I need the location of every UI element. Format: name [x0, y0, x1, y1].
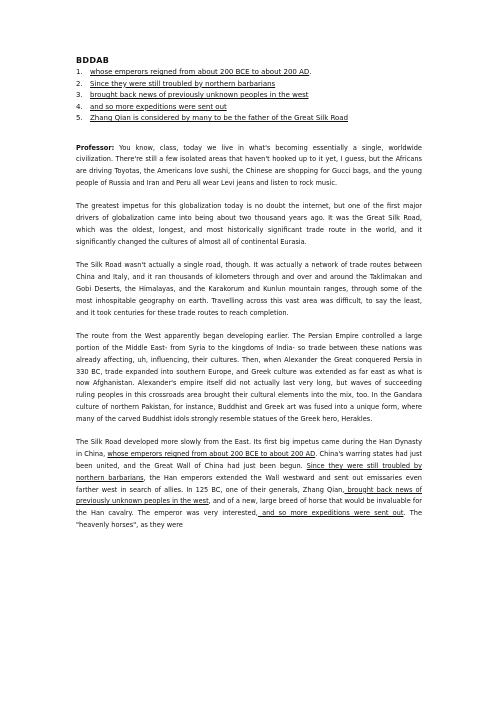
paragraph-west-route: The route from the West apparently began developing earlier. The Persian Empire controlled a large portion of the Middle East- from Syria to the kingdoms of India- so trade between these nations was already affecting, uh, influencing, their cultures. Then, when Alexander the Great conquered Persia in 330 BC, trade expanded into southern Europe, and Greek culture was extended as far east as what is now Afghanistan. Alexander's empire itself did not actually last very long, but waves of succeeding ruling peoples in this crossroads area brought their cultural elements into the mix, too. In the Gandara culture of northern Pakistan, for instance, Buddhist and Greek art was fused into a unique form, where many of the carved Buddhist idols strongly resemble statues of the Greek hero, Herakles.: [76, 332, 422, 423]
paragraph-text: . China's warring states had just been united, and the Great Wall of China had just been begun.: [76, 450, 422, 471]
underlined-answer: whose emperors reigned from about 200 BCE to about 200 AD: [107, 450, 316, 459]
paragraph-text: You know, class, today we live in what's becoming essentially a single, worldwide civilization. There're still a few isolated areas that haven't hooked up to it yet, I guess, but the Africans are driving Toyotas, the Americans love sushi, the Chinese are shopping for Gucci bags, and the young people of Russia and Iran and Peru all wear Levi jeans and listen to rock music.: [76, 143, 422, 187]
paragraph-text: , the Han emperors extended the Wall westward and sent out emissaries even farther west in search of allies. In 125 BC, one of their generals, Zhang Qian,: [76, 473, 422, 494]
answer-text: brought back news of previously unknown peoples in the west: [90, 91, 309, 99]
answer-key-heading: BDDAB: [76, 56, 110, 65]
answer-item: [76, 79, 422, 91]
answer-text: whose emperors reigned from about 200 BCE to about 200 AD: [90, 68, 310, 76]
answer-item: [76, 67, 422, 79]
paragraph-network: The Silk Road wasn't actually a single road, though. It was actually a network of trade routes between China and Italy, and it ran thousands of kilometers through and over and around the Taklimakan and Gobi Deserts, the Himalayas, and the Karakorum and Kunlun mountain ranges, through some of the most inhospitable geography on earth. Travelling across this vast area was difficult, to say the least, and it took centuries for these trade routes to reach completion.: [76, 261, 422, 317]
paragraph-text: , and of a new, large breed of horse that would be invaluable for the Han cavalry. The emperor was very interested,: [76, 497, 422, 518]
paragraph-east-route: [76, 437, 422, 531]
answer-number: 3.: [76, 91, 83, 99]
answer-suffix: .: [309, 68, 312, 76]
answer-number: 4.: [76, 102, 83, 111]
paragraph-intro: [76, 143, 422, 190]
answer-item: [76, 90, 422, 102]
paragraph-globalization: The greatest impetus for this globalization today is no doubt the internet, but one of the first major drivers of globalization came into being about two thousand years ago. It was the Great Silk Road, which was the oldest, longest, and most historically significant trade route in the world, and it significantly changed the cultures of almost all of continental Eurasia.: [76, 202, 422, 246]
underlined-answer: and so more expeditions were sent out: [257, 509, 404, 518]
spacer: [76, 125, 422, 143]
answer-text: and so more expeditions were sent out: [90, 102, 227, 111]
answer-number: 1.: [76, 68, 83, 76]
paragraph-text: The Silk Road developed more slowly from the East. Its first big impetus came during the Han Dynasty in China,: [76, 438, 422, 459]
answer-text: Since they were still troubled by northern barbarians: [90, 79, 276, 88]
answer-number: 5.: [76, 114, 83, 122]
answer-number: 2.: [76, 79, 83, 88]
document-content: [76, 56, 422, 544]
underlined-answer: brought back news of previously unknown peoples in the west: [76, 485, 423, 506]
answer-text: Zhang Qian is considered by many to be the father of the Great Silk Road: [90, 114, 349, 122]
underlined-answer: Since they were still troubled by northern barbarians: [76, 462, 422, 482]
answer-item: [76, 102, 422, 114]
answer-item: [76, 113, 422, 125]
answer-list: [76, 67, 422, 125]
speaker-label: Professor:: [76, 143, 115, 152]
paragraph-text: . The "heavenly horses", as they were: [76, 509, 422, 529]
